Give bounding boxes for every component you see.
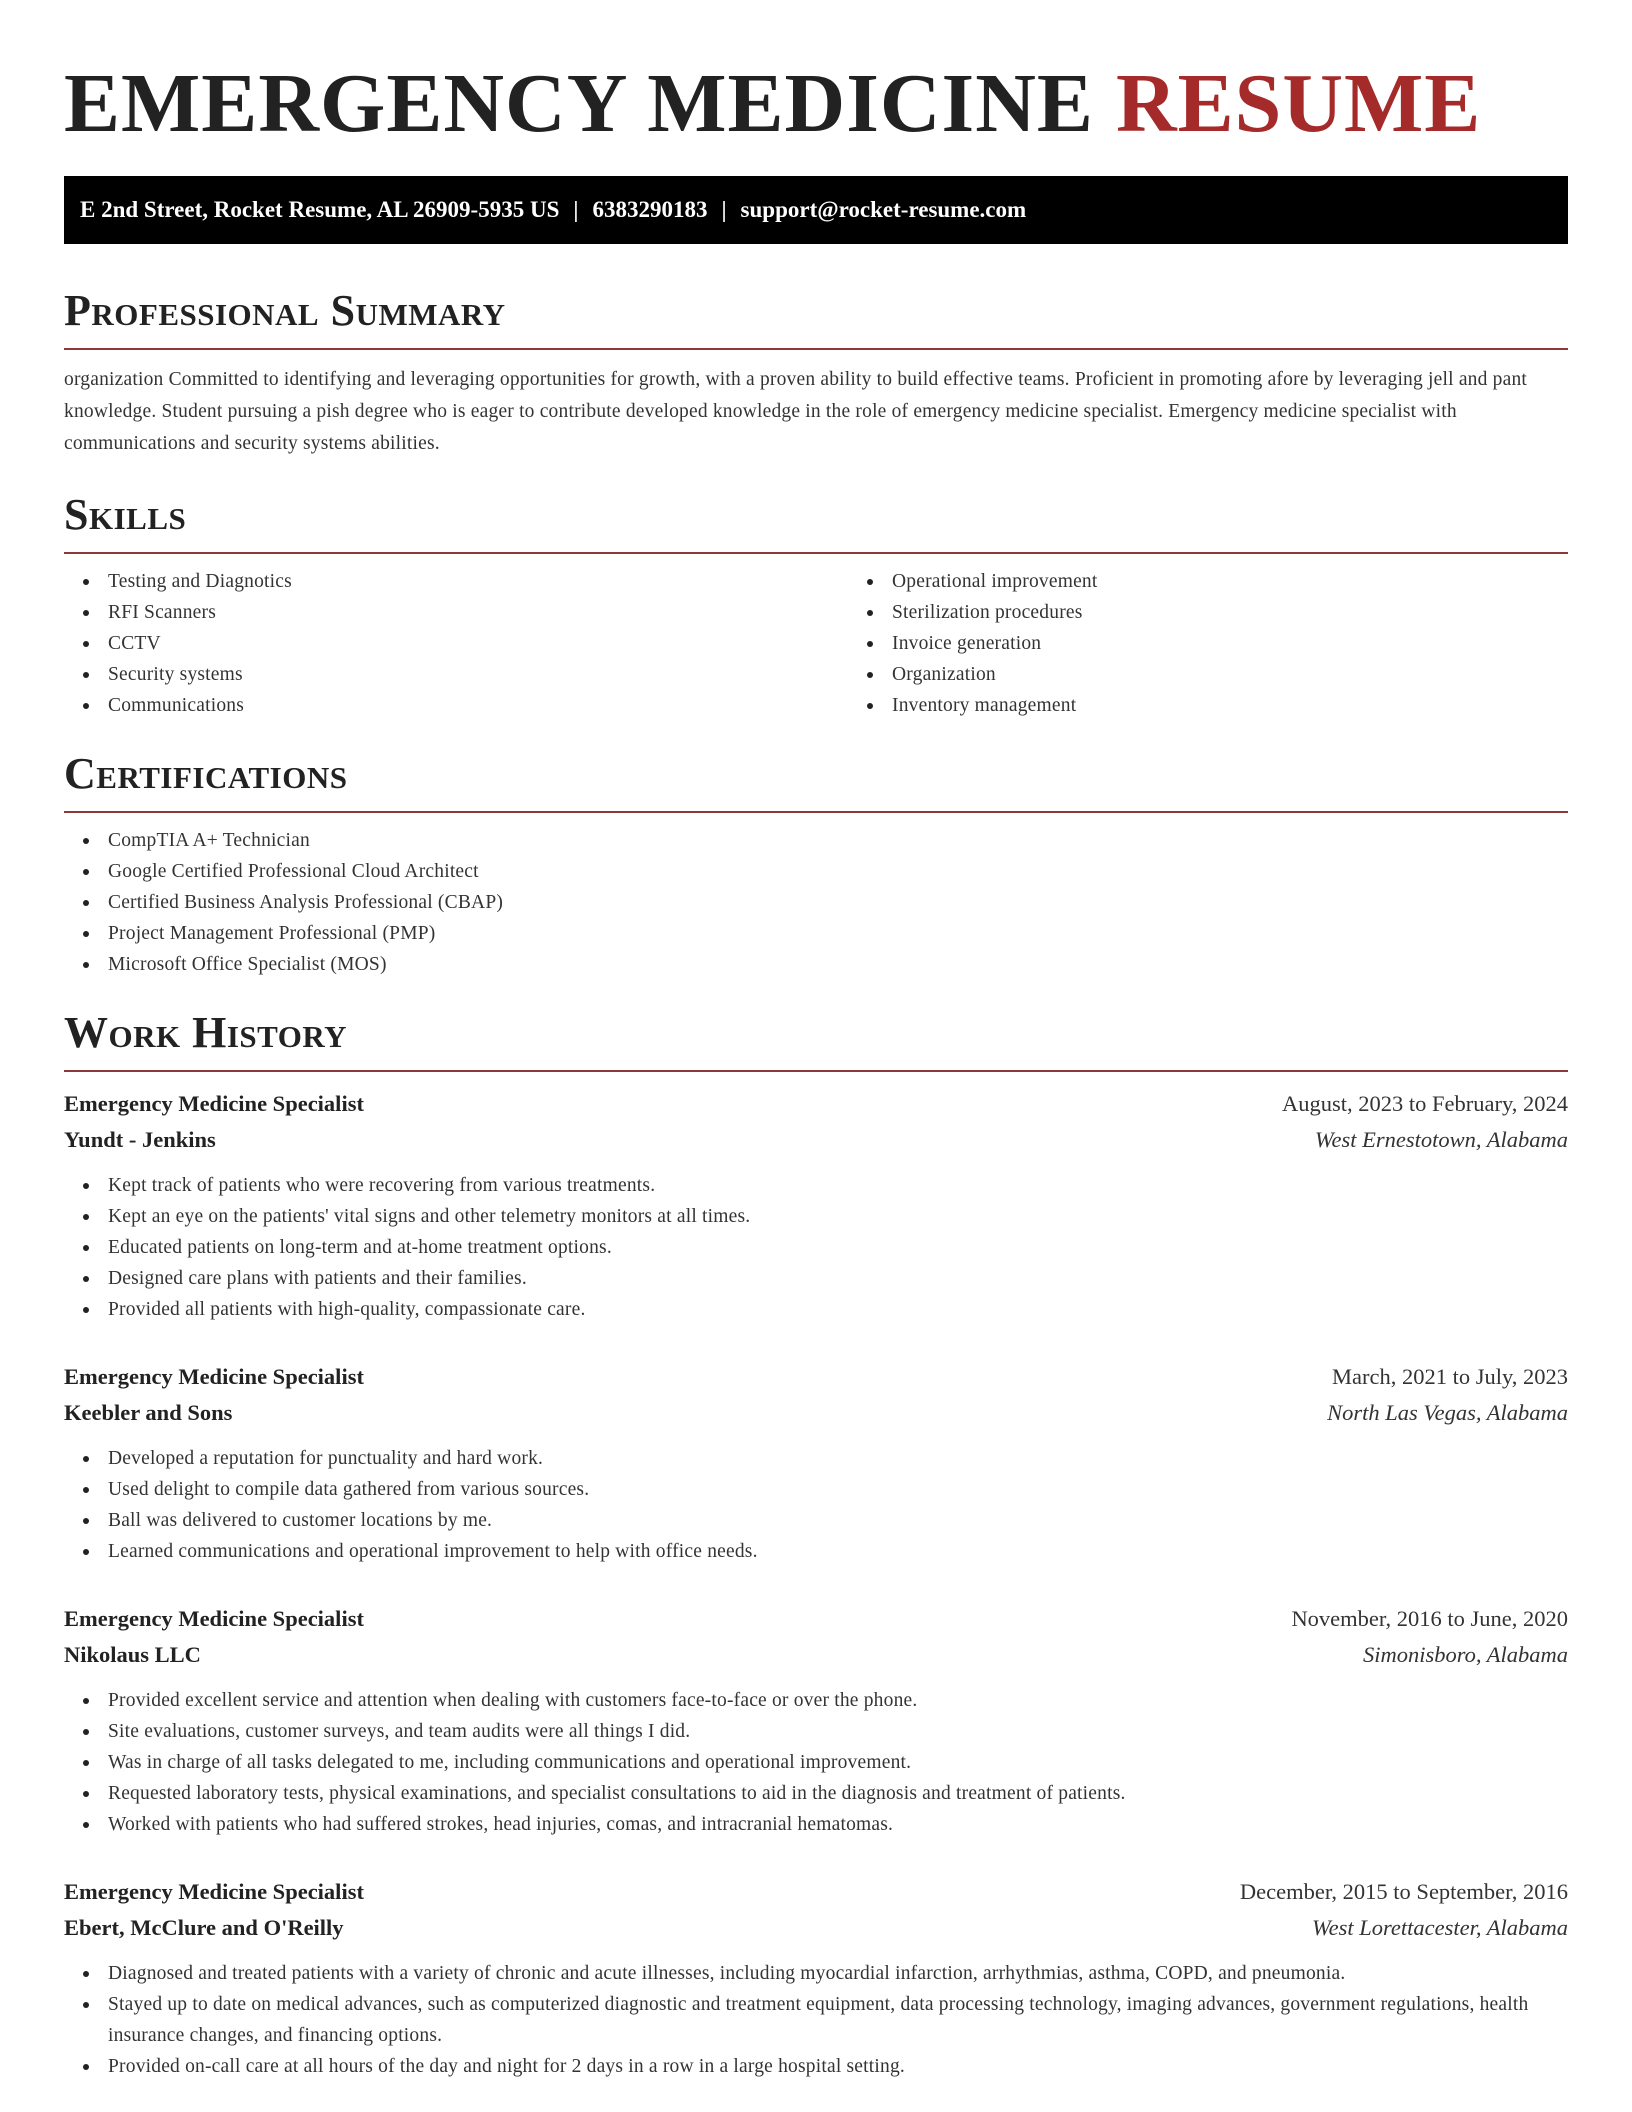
skills-section xyxy=(64,488,1568,721)
job-bullets xyxy=(64,1685,1568,1840)
job-bullet: Provided excellent service and attention when dealing with customers face-to-face or over the phone. xyxy=(108,1685,1568,1716)
job-company-row xyxy=(64,1122,1568,1158)
job-bullet: Developed a reputation for punctuality and hard work. xyxy=(108,1443,1568,1474)
job-title: Emergency Medicine Specialist xyxy=(64,1364,364,1389)
job-company-row xyxy=(64,1395,1568,1431)
job-bullet: Was in charge of all tasks delegated to me, including communications and operational improvement. xyxy=(108,1747,1568,1778)
job-dates: November, 2016 to June, 2020 xyxy=(1291,1606,1568,1631)
job-header-row xyxy=(64,1601,1568,1637)
skill-item: Security systems xyxy=(108,659,848,690)
certification-item: CompTIA A+ Technician xyxy=(108,825,1568,856)
summary-heading: Professional Summary xyxy=(64,284,1568,350)
job-dates: December, 2015 to September, 2016 xyxy=(1239,1879,1568,1904)
skills-list-right xyxy=(848,566,1632,721)
certification-item: Google Certified Professional Cloud Architect xyxy=(108,856,1568,887)
job-title: Emergency Medicine Specialist xyxy=(64,1091,364,1116)
job-bullet: Ball was delivered to customer locations by me. xyxy=(108,1505,1568,1536)
job-entry xyxy=(64,1359,1568,1567)
job-bullets xyxy=(64,1443,1568,1567)
job-bullet: Provided on-call care at all hours of the day and night for 2 days in a row in a large hospital setting. xyxy=(108,2051,1568,2082)
skills-list-left xyxy=(64,566,848,721)
job-company-row xyxy=(64,1637,1568,1673)
job-bullet: Educated patients on long-term and at-home treatment options. xyxy=(108,1232,1568,1263)
job-entry xyxy=(64,1601,1568,1840)
certification-item: Microsoft Office Specialist (MOS) xyxy=(108,949,1568,980)
title-accent: RESUME xyxy=(1115,57,1482,150)
job-bullet: Worked with patients who had suffered strokes, head injuries, comas, and intracranial hematomas. xyxy=(108,1809,1568,1840)
job-company: Ebert, McClure and O'Reilly xyxy=(64,1915,344,1940)
job-dates: March, 2021 to July, 2023 xyxy=(1331,1364,1568,1389)
skill-item: Inventory management xyxy=(892,690,1632,721)
skill-item: Testing and Diagnotics xyxy=(108,566,848,597)
job-bullet: Diagnosed and treated patients with a variety of chronic and acute illnesses, including myocardial infarction, arrhythmias, asthma, COPD, and pneumonia. xyxy=(108,1958,1568,1989)
job-bullet: Stayed up to date on medical advances, such as computerized diagnostic and treatment equipment, data processing technology, imaging advances, government regulations, health insurance changes, and financing options. xyxy=(108,1989,1568,2051)
skill-item: RFI Scanners xyxy=(108,597,848,628)
certification-item: Project Management Professional (PMP) xyxy=(108,918,1568,949)
contact-bar xyxy=(64,176,1568,244)
job-bullet: Kept an eye on the patients' vital signs and other telemetry monitors at all times. xyxy=(108,1201,1568,1232)
job-title: Emergency Medicine Specialist xyxy=(64,1879,364,1904)
job-location: North Las Vegas, Alabama xyxy=(1327,1400,1568,1425)
job-header-row xyxy=(64,1359,1568,1395)
job-dates: August, 2023 to February, 2024 xyxy=(1281,1091,1568,1116)
job-entry xyxy=(64,1086,1568,1325)
job-header-row xyxy=(64,1874,1568,1910)
job-company-row xyxy=(64,1910,1568,1946)
job-bullet: Requested laboratory tests, physical examinations, and specialist consultations to aid in the diagnosis and treatment of patients. xyxy=(108,1778,1568,1809)
job-company: Yundt - Jenkins xyxy=(64,1127,216,1152)
certifications-section xyxy=(64,747,1568,980)
job-bullet: Learned communications and operational improvement to help with office needs. xyxy=(108,1536,1568,1567)
skill-item: Invoice generation xyxy=(892,628,1632,659)
job-bullet: Site evaluations, customer surveys, and team audits were all things I did. xyxy=(108,1716,1568,1747)
resume-title xyxy=(64,56,1568,154)
skill-item: CCTV xyxy=(108,628,848,659)
certifications-heading: Certifications xyxy=(64,747,1568,813)
job-location: West Ernestotown, Alabama xyxy=(1314,1127,1568,1152)
work-history-section xyxy=(64,1006,1568,2082)
skill-item: Operational improvement xyxy=(892,566,1632,597)
skill-item: Organization xyxy=(892,659,1632,690)
job-company: Keebler and Sons xyxy=(64,1400,233,1425)
contact-email[interactable]: support@rocket-resume.com xyxy=(740,197,1027,222)
skill-item: Sterilization procedures xyxy=(892,597,1632,628)
contact-address: E 2nd Street, Rocket Resume, AL 26909-5935 US xyxy=(80,197,560,222)
job-bullet: Kept track of patients who were recovering from various treatments. xyxy=(108,1170,1568,1201)
job-location: West Lorettacester, Alabama xyxy=(1311,1915,1568,1940)
job-location: Simonisboro, Alabama xyxy=(1362,1642,1568,1667)
job-bullet: Used delight to compile data gathered from various sources. xyxy=(108,1474,1568,1505)
contact-separator: | xyxy=(573,197,579,222)
contact-separator: | xyxy=(721,197,727,222)
job-bullets xyxy=(64,1958,1568,2082)
job-bullet: Provided all patients with high-quality, compassionate care. xyxy=(108,1294,1568,1325)
job-bullets xyxy=(64,1170,1568,1325)
job-header-row xyxy=(64,1086,1568,1122)
job-entry xyxy=(64,1874,1568,2082)
skills-heading: Skills xyxy=(64,488,1568,554)
job-bullet: Designed care plans with patients and their families. xyxy=(108,1263,1568,1294)
job-company: Nikolaus LLC xyxy=(64,1642,201,1667)
summary-text: organization Committed to identifying and leveraging opportunities for growth, with a proven ability to build effective teams. Proficient in promoting afore by leveraging jell and pant knowledge. Student pursuing a pish degree who is eager to contribute developed knowledge in the role of emergency medicine specialist. Emergency medicine specialist with communications and security systems abilities. xyxy=(64,369,1528,454)
skill-item: Communications xyxy=(108,690,848,721)
summary-section xyxy=(64,284,1568,460)
job-title: Emergency Medicine Specialist xyxy=(64,1606,364,1631)
contact-phone: 6383290183 xyxy=(592,197,708,222)
title-main: EMERGENCY MEDICINE xyxy=(64,57,1094,150)
skills-columns xyxy=(64,554,1568,721)
certification-item: Certified Business Analysis Professional (CBAP) xyxy=(108,887,1568,918)
work-history-heading: Work History xyxy=(64,1006,1568,1072)
certifications-list xyxy=(64,825,1568,980)
